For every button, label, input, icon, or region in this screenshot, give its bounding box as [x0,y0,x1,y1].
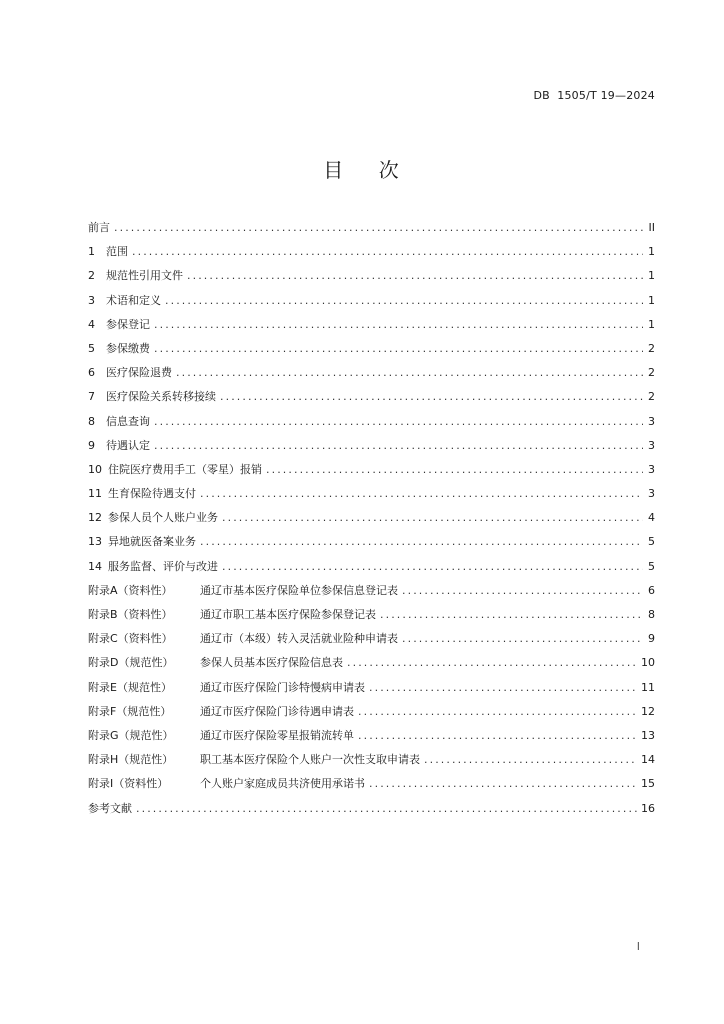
toc-entry-label: 医疗保险关系转移接续 [106,390,216,404]
toc-entry-page: 4 [648,511,655,525]
toc-dot-leader [266,460,643,480]
toc-entry-page: 8 [648,608,655,621]
toc-entry-page: 12 [641,704,655,718]
toc-dot-leader [380,605,643,625]
toc-entry-number: 11 [88,487,102,501]
toc-entry-page: 6 [648,583,655,597]
toc-entry-page: 15 [641,777,655,791]
toc-entry[interactable] [88,291,655,315]
toc-dot-leader [176,363,643,383]
toc-entry-number: 附录I（资料性） [88,777,169,791]
toc-dot-leader [424,750,637,770]
toc-entry-page: 16 [641,801,655,815]
toc-entry[interactable] [88,678,655,702]
toc-entry-label: 通辽市职工基本医疗保险参保登记表 [200,608,376,621]
toc-entry-number: 3 [88,293,95,307]
toc-entry-number: 12 [88,511,102,525]
toc-entry-number: 附录C（资料性） [88,632,173,646]
toc-entry-page: 5 [648,535,655,549]
toc-dot-leader [222,508,643,528]
toc-entry[interactable] [88,726,655,750]
toc-entry[interactable] [88,387,655,411]
toc-dot-leader [358,726,637,746]
toc-entry-number: 10 [88,462,102,476]
toc-entry-number: 6 [88,366,95,380]
toc-entry[interactable] [88,774,655,798]
toc-entry-label: 住院医疗费用手工（零星）报销 [108,462,262,476]
toc-dot-leader [369,678,637,698]
toc-entry[interactable] [88,581,655,605]
toc-entry-label: 异地就医备案业务 [108,535,196,549]
toc-dot-leader [358,702,637,722]
toc-dot-leader [154,436,643,456]
toc-entry-label: 通辽市医疗保险零星报销流转单 [200,728,354,742]
toc-entry-label: 通辽市（本级）转入灵活就业险种申请表 [200,632,398,646]
toc-entry-number: 附录H（规范性） [88,753,174,767]
toc-entry-number: 附录A（资料性） [88,583,173,597]
toc-entry[interactable] [88,339,655,363]
toc-dot-leader [347,653,637,673]
toc-entry-number: 4 [88,317,95,331]
page-number: I [636,940,640,953]
toc-entry-page: 3 [648,487,655,501]
toc-entry-page: 11 [641,680,655,694]
toc-entry[interactable] [88,266,655,290]
toc-dot-leader [222,557,643,577]
toc-entry-number: 附录E（规范性） [88,680,172,694]
toc-entry-number: 附录D（规范性） [88,656,174,670]
toc-entry-page: 1 [648,269,655,283]
toc-entry-label: 服务监督、评价与改进 [108,559,218,573]
toc-entry-number: 1 [88,245,95,259]
toc-entry[interactable] [88,557,655,581]
toc-dot-leader [187,266,643,286]
toc-dot-leader [154,315,643,335]
toc-entry-page: 3 [648,414,655,428]
toc-entry-label: 生育保险待遇支付 [108,487,196,501]
toc-dot-leader [220,387,643,407]
toc-entry-page: 3 [648,462,655,476]
toc-entry[interactable] [88,629,655,653]
toc-entry-label: 通辽市医疗保险门诊待遇申请表 [200,704,354,718]
toc-entry[interactable] [88,750,655,774]
toc-entry-page: 3 [648,438,655,452]
toc-entry-label: 前言 [88,221,110,234]
toc-entry-label: 参保缴费 [106,341,150,355]
toc-entry[interactable] [88,532,655,556]
toc-entry-label: 医疗保险退费 [106,366,172,380]
toc-entry[interactable] [88,799,655,823]
toc-entry-page: 5 [648,559,655,573]
toc-dot-leader [136,799,637,819]
toc-dot-leader [402,581,643,601]
toc-entry-number: 附录G（规范性） [88,728,174,742]
toc-entry-page: II [648,221,655,234]
toc-entry-page: 1 [648,245,655,259]
toc-entry-page: 2 [648,366,655,380]
toc-dot-leader [132,242,643,262]
toc-title: 目 次 [323,158,401,182]
toc-entry-label: 参保登记 [106,317,150,331]
toc-entry[interactable] [88,460,655,484]
toc-entry[interactable] [88,242,655,266]
toc-entry-label: 范围 [106,245,128,259]
toc-entry-label: 信息查询 [106,414,150,428]
toc-entry-number: 7 [88,390,95,404]
toc-entry-label: 通辽市医疗保险门诊特慢病申请表 [200,680,365,694]
toc-dot-leader [200,532,643,552]
table-of-contents [88,218,655,823]
toc-dot-leader [154,412,643,432]
toc-entry-number: 9 [88,438,95,452]
toc-dot-leader [200,484,643,504]
toc-entry-page: 10 [641,656,655,670]
toc-dot-leader [402,629,643,649]
toc-entry-label: 待遇认定 [106,438,150,452]
toc-dot-leader [154,339,643,359]
toc-entry-number: 5 [88,341,95,355]
toc-entry-number: 8 [88,414,95,428]
document-code: DB 1505/T 19—2024 [533,89,655,102]
toc-entry[interactable] [88,363,655,387]
toc-entry-label: 通辽市基本医疗保险单位参保信息登记表 [200,583,398,597]
toc-entry[interactable] [88,436,655,460]
toc-entry-page: 1 [648,293,655,307]
toc-dot-leader [165,291,643,311]
toc-entry-label: 参保人员个人账户业务 [108,511,218,525]
toc-entry[interactable] [88,412,655,436]
toc-entry-page: 9 [648,632,655,646]
toc-entry-page: 2 [648,390,655,404]
toc-entry-number: 2 [88,269,95,283]
toc-entry[interactable] [88,605,655,629]
toc-entry[interactable] [88,702,655,726]
toc-entry[interactable] [88,508,655,532]
toc-dot-leader [114,218,643,238]
toc-entry[interactable] [88,218,655,242]
toc-entry-page: 1 [648,317,655,331]
toc-entry[interactable] [88,315,655,339]
toc-entry-page: 13 [641,728,655,742]
toc-entry[interactable] [88,484,655,508]
toc-entry[interactable] [88,653,655,677]
toc-dot-leader [369,774,637,794]
toc-entry-number: 附录F（规范性） [88,704,172,718]
toc-entry-page: 14 [641,753,655,767]
toc-entry-number: 13 [88,535,102,549]
toc-entry-number: 附录B（资料性） [88,608,173,621]
toc-entry-page: 2 [648,341,655,355]
toc-entry-label: 参考文献 [88,801,132,815]
toc-entry-label: 规范性引用文件 [106,269,183,283]
toc-entry-label: 个人账户家庭成员共济使用承诺书 [200,777,365,791]
toc-entry-label: 职工基本医疗保险个人账户一次性支取申请表 [200,753,420,767]
toc-entry-number: 14 [88,559,102,573]
toc-entry-label: 参保人员基本医疗保险信息表 [200,656,343,670]
toc-entry-label: 术语和定义 [106,293,161,307]
